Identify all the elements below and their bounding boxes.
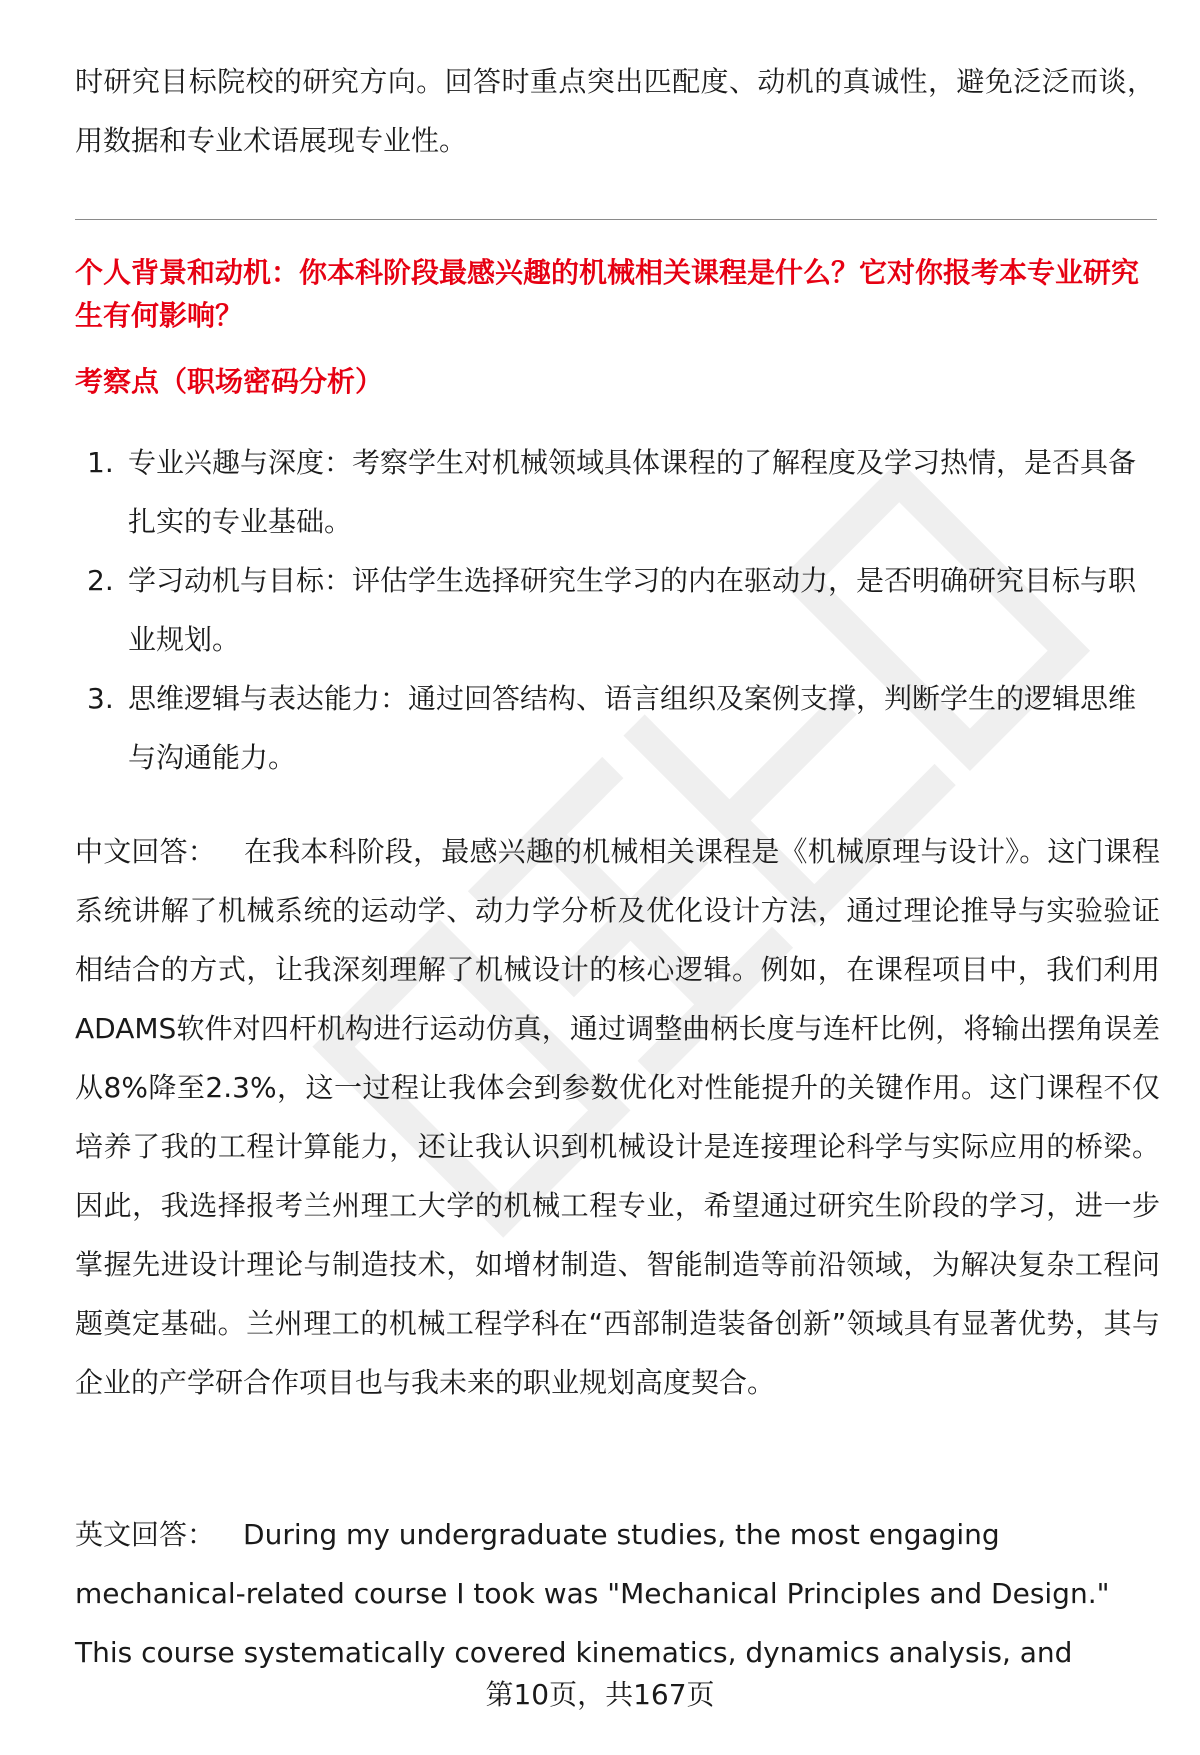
list-item-number: 1. <box>87 446 114 479</box>
list-item-text: 专业兴趣与深度：考察学生对机械领域具体课程的了解程度及学习热情，是否具备扎实的专业基础。 <box>128 446 1137 538</box>
intro-paragraph <box>75 52 1155 170</box>
list-item-number: 3. <box>87 682 114 715</box>
intro-text: 时研究目标院校的研究方向。回答时重点突出匹配度、动机的真诚性，避免泛泛而谈，用数据和专业术语展现专业性。 <box>75 65 1155 157</box>
list-item-text: 学习动机与目标：评估学生选择研究生学习的内在驱动力，是否明确研究目标与职业规划。 <box>128 564 1137 656</box>
list-item <box>75 551 1160 669</box>
list-item-number: 2. <box>87 564 114 597</box>
list-item-text: 思维逻辑与表达能力：通过回答结构、语言组织及案例支撑，判断学生的逻辑思维与沟通能力。 <box>128 682 1137 774</box>
chinese-answer <box>75 822 1160 1412</box>
english-answer-text: During my undergraduate studies, the most engaging mechanical-related course I took was "Mechanical Principles and Design." This course systematically covered kinematics, dynamics analysis, and <box>75 1518 1110 1669</box>
list-item <box>75 433 1160 551</box>
assessment-points-list <box>75 433 1160 787</box>
chinese-answer-label: 中文回答： <box>75 835 216 868</box>
section-divider <box>75 219 1157 220</box>
english-answer-label: 英文回答： <box>75 1518 216 1551</box>
chinese-answer-text: 在我本科阶段，最感兴趣的机械相关课程是《机械原理与设计》。这门课程系统讲解了机械系统的运动学、动力学分析及优化设计方法，通过理论推导与实验验证相结合的方式，让我深刻理解了机械设计的核心逻辑。例如，在课程项目中，我们利用ADAMS软件对四杆机构进行运动仿真，通过调整曲柄长度与连杆比例，将输出摆角误差从8%降至2.3%，这一过程让我体会到参数优化对性能提升的关键作用。这门课程不仅培养了我的工程计算能力，还让我认识到机械设计是连接理论科学与实际应用的桥梁。因此，我选择报考兰州理工大学的机械工程专业，希望通过研究生阶段的学习，进一步掌握先进设计理论与制造技术，如增材制造、智能制造等前沿领域，为解决复杂工程问题奠定基础。兰州理工的机械工程学科在“西部制造装备创新”领域具有显著优势，其与企业的产学研合作项目也与我未来的职业规划高度契合。 <box>75 835 1160 1399</box>
english-answer <box>75 1505 1160 1682</box>
page-number-footer: 第10页，共167页 <box>485 1678 715 1711</box>
list-item <box>75 669 1160 787</box>
assessment-points-heading: 考察点（职场密码分析） <box>75 365 384 398</box>
question-heading: 个人背景和动机：你本科阶段最感兴趣的机械相关课程是什么？它对你报考本专业研究生有何影响？ <box>75 256 1140 332</box>
